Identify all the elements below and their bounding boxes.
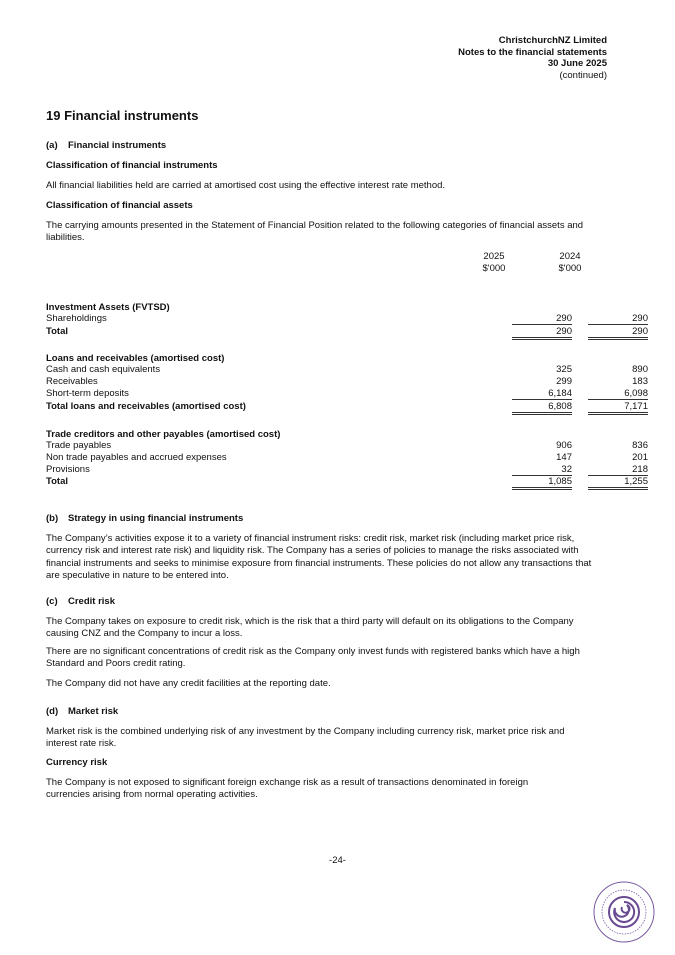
table-row: Non trade payables and accrued expenses 147 201 (46, 452, 648, 463)
column-2025-header (464, 251, 524, 274)
column-2024-unit: $'000 (558, 262, 582, 274)
currency-risk-heading: Currency risk (46, 757, 108, 768)
subsection-a-title: Financial instruments (68, 140, 167, 151)
column-2024-year: 2024 (559, 251, 581, 262)
subsection-b-heading (46, 513, 616, 525)
company-seal-icon (592, 880, 656, 944)
loans-heading: Loans and receivables (amortised cost) (46, 353, 225, 364)
subsection-d-title: Market risk (68, 706, 119, 717)
company-name: ChristchurchNZ Limited (498, 35, 607, 46)
subsection-c-heading (46, 596, 616, 608)
loans-total-row: Total loans and receivables (amortised cost) 6,808 7,171 (46, 401, 608, 413)
document-title: Notes to the financial statements (458, 46, 607, 58)
subsection-b-label: (b) (46, 513, 59, 524)
table-row: Trade payables 906 836 (46, 440, 648, 451)
credit-risk-paragraph-2: There are no significant concentrations of credit risk as the Company only invest funds with registered banks which have a high Standard and Poors credit rating. (46, 646, 580, 670)
table-row: Receivables 299 183 (46, 376, 648, 387)
subsection-a-label: (a) (46, 140, 58, 151)
currency-risk-paragraph: The Company is not exposed to significant foreign exchange risk as a result of transactions denominated in foreign currencies arising from normal operating activities. (46, 777, 529, 801)
carrying-amounts-paragraph: The carrying amounts presented in the Statement of Financial Position related to the following categories of financial assets and liabilities. (46, 220, 584, 244)
table-row: Shareholdings 290 290 (46, 313, 648, 324)
subsection-a-heading (46, 140, 616, 152)
trade-creditors-heading: Trade creditors and other payables (amortised cost) (46, 429, 281, 440)
classification-assets-heading: Classification of financial assets (46, 200, 193, 211)
investment-assets-heading: Investment Assets (FVTSD) (46, 302, 170, 313)
continued-note: (continued) (559, 69, 607, 81)
subsection-b-title: Strategy in using financial instruments (68, 513, 244, 524)
trade-total-row: Total 1,085 1,255 (46, 476, 608, 488)
column-2025-year: 2025 (483, 251, 505, 262)
credit-risk-paragraph-1: The Company takes on exposure to credit risk, which is the risk that a third party will default on its obligations to the Company causing CNZ and the Company to incur a loss. (46, 616, 574, 640)
page-header (458, 35, 607, 81)
seal-spiral (614, 902, 634, 922)
subsection-d-label: (d) (46, 706, 59, 717)
report-date: 30 June 2025 (547, 58, 607, 69)
page-number: -24- (329, 855, 346, 866)
subsection-d-heading (46, 706, 616, 718)
section-title: 19 Financial instruments (46, 108, 199, 123)
classification-instruments-heading: Classification of financial instruments (46, 160, 218, 171)
subsection-c-title: Credit risk (68, 596, 115, 607)
strategy-paragraph: The Company’s activities expose it to a variety of financial instrument risks: credit risk, market risk (including market price risk, currency risk and interest rate risk) and liquidity risk. The Company has a series of policies to manage the risks associated with financial instruments and seeks to minimise exposure from financial instruments. These policies do not allow any transactions that are speculative in nature to be entered into. (46, 533, 592, 581)
table-row: Short-term deposits 6,184 6,098 (46, 388, 648, 399)
liabilities-paragraph: All financial liabilities held are carried at amortised cost using the effective interest rate method. (46, 180, 446, 191)
table-row: Provisions 32 218 (46, 464, 648, 475)
column-2024-header (540, 251, 600, 274)
subsection-c-label: (c) (46, 596, 58, 607)
market-risk-paragraph: Market risk is the combined underlying risk of any investment by the Company including currency risk, market price risk and interest rate risk. (46, 726, 565, 750)
column-2025-unit: $'000 (482, 262, 506, 274)
credit-risk-paragraph-3: The Company did not have any credit facilities at the reporting date. (46, 678, 331, 689)
investment-total-row: Total 290 290 (46, 326, 608, 338)
table-row: Cash and cash equivalents 325 890 (46, 364, 648, 375)
